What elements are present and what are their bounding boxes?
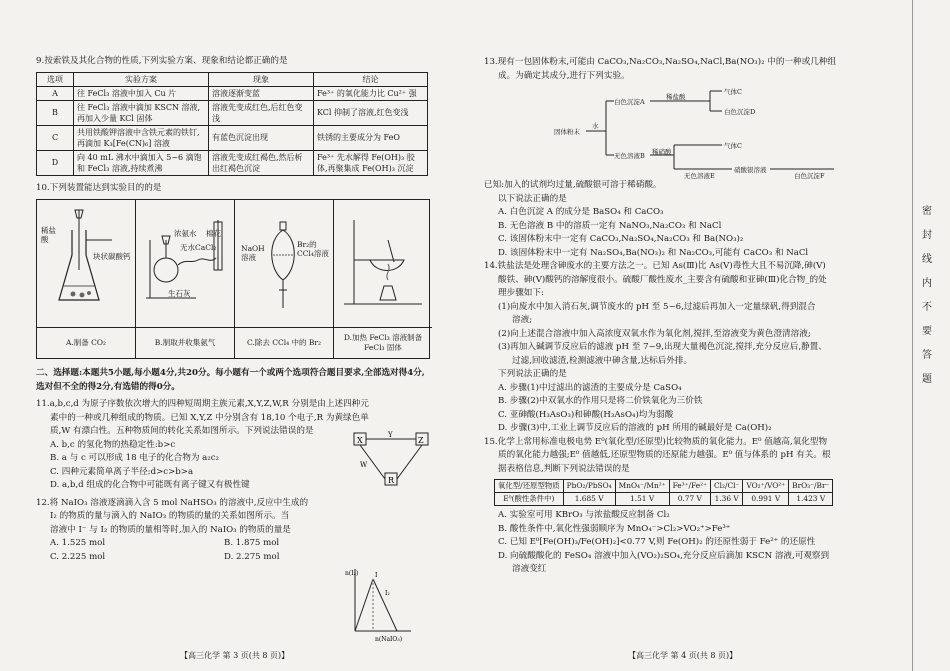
q12-option-d: D. 2.275 mol [224,551,280,562]
node-r: R [388,475,395,485]
q12-line: I₂ 的物质的量与滴入的 NaIO₃ 的物质的量的关系如图所示。当 [50,511,290,521]
q12-options-row2 [36,551,326,565]
caption-b: B.制取并收集氨气 [136,327,234,358]
q15-header: Cl₂/Cl⁻ [711,480,743,493]
q13-stem: 13.现有一包固体粉末,可能由 CaCO₃,Na₂CO₃,Na₂SO₄,NaCl,Ba(NO₃)₂ 中的一种或几种组 [484,57,837,67]
q9-cell: 有蓝色沉淀出现 [209,125,314,150]
edge-w: W [360,460,368,469]
q10-stem: 10.下列装置能达到实验目的的是 [36,182,162,193]
node-z: Z [418,435,424,445]
q15-value: 1.423 V [789,493,833,506]
q15-option-a: A. 实验室可用 KBrO₃ 与浓盐酸反应制备 Cl₂ [498,510,670,520]
flow-gas-a: 气体C [724,88,742,96]
q14-step: (1)向废水中加入消石灰,调节废水的 pH 至 5~6,过滤后再加入一定量绿矾,得到混合 [498,301,816,312]
q13-option-a: A. 白色沉淀 A 的成分是 BaSO₄ 和 CaCO₃ [498,207,664,217]
right-page [470,0,890,671]
caption-a: A.制备 CO₂ [37,327,135,358]
q15-value: 0.991 V [743,493,789,506]
left-page [0,0,465,671]
binding-char: 答 [922,350,932,361]
q9-cell: 往 FeCl₃ 溶液中加入 Cu 片 [74,86,209,100]
q9-cell: 共用铁酸钾溶液中含铁元素的铁钉,再滴加 K₃[Fe(CN)₆] 溶液 [74,125,209,150]
binding-char: 密 [922,206,932,217]
graph-xlabel: n(NaIO₃) [375,636,403,643]
q12-options-row1 [36,537,326,551]
q9-row [37,100,428,125]
q13-option-b: B. 无色溶液 B 中的溶质一定有 NaNO₃,Na₂CO₃ 和 NaCl [498,220,722,231]
q13-option-d: D. 该固体粉末中一定有 Na₂SO₄,Ba(NO₃)₂ 和 Na₂CO₃,可能有 CaCO₃ 和 NaCl [498,247,809,258]
binding-margin-text [918,200,936,392]
flow-sol-b: 无色溶液B [614,152,645,160]
q11-transform-diagram [348,427,438,497]
q14-option-c: C. 亚砷酸(H₃AsO₃)和砷酸(H₃AsO₄)均为弱酸 [498,409,674,420]
q15-value: 1.51 V [615,493,669,506]
q15-table [494,479,833,506]
q9-header: 结论 [314,72,428,86]
evaporation-drawing [334,200,432,326]
flow-sol-e: 无色溶液E [684,172,715,180]
flowchart-arrows [554,83,854,179]
nh3-apparatus-drawing [136,200,234,326]
left-footer: 【高三化学 第 3 页(共 8 页)】 [180,651,290,660]
co2-apparatus-drawing [37,200,135,326]
binding-char: 不 [922,302,932,313]
flow-agno3: 硝酸银溶液 [734,166,767,174]
q9-cell: A [37,86,74,100]
q9-header: 实验方案 [74,72,209,86]
q9-cell: Fe³⁺ 的氧化能力比 Cu²⁺ 强 [314,86,428,100]
q9-cell: C [37,125,74,150]
q15-value: 1.685 V [563,493,615,506]
q15-option-c: C. 已知 E⁰[Fe(OH)₃/Fe(OH)₂]<0.77 V,则 Fe(OH)₂ 的还原性弱于 Fe²⁺ 的还原性 [498,537,816,547]
q13-question: 以下说法正确的是 [498,193,567,204]
node-x: X [357,435,363,445]
q14-line: 酸铁、砷(Ⅴ)酸钙的溶解度很小。硫酸厂酸性废水_主要含有硫酸和亚砷(Ⅲ)化合物_的处 [498,274,827,285]
q9-stem: 9.按索铁及其化合物的性质,下列实验方案、现象和结论都正确的是 [36,56,288,66]
q12-option-c: C. 2.225 mol [50,551,106,562]
binding-char: 封 [922,230,932,241]
q15-header-row [495,480,833,493]
label-cacl2: 无水CaCl₂ [180,243,217,252]
q15-option-b: B. 酸性条件中,氧化性强弱顺序为 MnO₄⁻>Cl₂>VO₂⁺>Fe³⁺ [498,523,731,534]
q9-row [37,125,428,150]
caption-c: C.除去 CCl₄ 中的 Br₂ [235,327,333,358]
binding-char: 内 [922,278,932,289]
flow-gas-c: 气体C [724,142,742,150]
flow-nitric: 稀硝酸 [652,148,672,156]
q15-value: 1.36 V [711,493,743,506]
binding-char: 要 [922,326,932,337]
graph-ylabel: n(I₂) [345,570,359,577]
label-caco3-block: 块状碳酸钙 [93,252,131,261]
q9-cell: 溶液先变成红色,后红色变浅 [209,100,314,125]
q14-line: 理步骤如下: [498,288,544,298]
q9-cell: B [37,100,74,125]
q15-header: VO₂⁺/VO²⁺ [743,480,789,493]
q15-value: 0.77 V [669,493,710,506]
q15-option-d-cont: 溶液变红 [512,564,547,574]
q15-header: BrO₃⁻/Br⁻ [789,480,833,493]
graph-label-i: I [375,572,378,579]
q15-header: Fe³⁺/Fe²⁺ [669,480,710,493]
q12-line: 12.将 NaIO₃ 溶液逐滴滴入含 5 mol NaHSO₃ 的溶液中,反应中生成的 [36,497,309,508]
q14-option-a: A. 步骤(1)中过滤出的滤渣的主要成分是 CaSO₄ [498,382,682,393]
graph-label-i2: I₂ [385,590,390,597]
q14-step: (3)再加入碱调节反应后的滤液 pH 至 7~9,出现大量褐色沉淀,搅拌,充分反应后,静置、 [498,342,827,352]
q15-row-label: E⁰(酸性条件中) [495,493,564,506]
flow-hcl: 稀盐酸 [666,93,686,101]
q14-line: 14.铁盐法是处理含砷废水的主要方法之一。已知 As(Ⅲ)比 As(Ⅴ)毒性大且不易沉降,砷(Ⅴ) [484,261,826,271]
flow-ppt-a: 白色沉淀A [614,98,645,106]
q14-option-d: D. 步骤(3)中,工业上调节反应后的溶液的 pH 所用的碱最好是 Ca(OH)₂ [498,423,772,433]
q14-option-b: B. 步骤(2)中双氧水的作用只是将二价铁氧化为三价铁 [498,396,703,406]
q10-cell-c [235,200,334,358]
flow-ppt-f: 白色沉淀F [794,172,825,180]
q14-step: 过滤,回收滤渣,检测滤液中砷含量,达标后外排。 [512,355,693,366]
q11-option-b: B. a 与 c 可以形成 18 电子的化合物为 a₂c₂ [50,453,219,463]
label-quicklime: 生石灰 [168,289,191,298]
section-2-instructions: 二、选择题:本题共5小题,每小题4分,共20分。每小题有一个或两个选项符合题目要求,全部选对得4分,选对但不全的得2分,有选错的得0分。 [36,368,425,392]
separatory-funnel-drawing [235,200,333,326]
flow-ppt-d: 白色沉淀D [724,108,756,116]
flow-start: 固体粉末 [554,128,580,136]
q9-table [36,72,428,176]
q10-cell-b [136,200,235,358]
right-footer: 【高三化学 第 4 页(共 8 页)】 [628,651,738,660]
edge-y: Y [388,430,393,439]
label-naoh: NaOH溶液 [241,244,265,262]
label-dilute-hcl: 稀盐酸 [41,226,56,244]
q9-cell: 溶液先变成红褐色,然后析出红褐色沉淀 [209,150,314,175]
q15-line: 据表格信息,判断下列说法错误的是 [498,463,630,474]
q9-cell: KCl 抑制了溶液,红色变浅 [314,100,428,125]
label-br2-ccl4: Br₂的CCl₄溶液 [297,240,329,258]
q13-option-c: C. 该固体粉末中一定有 CaCO₃,Na₂SO₄,Na₂CO₃ 和 Ba(NO₃)₂ [498,234,744,244]
q13-note: 已知:加入的试剂均过量,硫酸银可溶于稀硝酸。 [484,180,662,190]
q11-line: 质,W 有漂白性。五种物质间的转化关系如图所示。下列说法错误的是 [50,426,314,436]
q11-option-a: A. b,c 的氢化物的热稳定性:b>c [50,439,176,450]
q15-line: 质的氧化能力越强;E⁰ 值越低,还原型物质的还原能力越强。E⁰ 值与体系的 pH 有关。根 [498,450,831,460]
flow-water: 水 [592,122,599,130]
q9-header: 现象 [209,72,314,86]
q10-cell-d [334,200,432,358]
binding-char: 线 [922,254,932,265]
label-conc-ammonia: 浓氨水 [174,229,197,238]
q9-header: 选项 [37,72,74,86]
binding-line [912,0,913,671]
q12-option-a: A. 1.525 mol [50,538,106,548]
q15-value-row [495,493,833,506]
q9-cell: 向 40 mL 沸水中滴加入 5~6 滴饱和 FeCl₃ 溶液,持续煮沸 [74,150,209,175]
binding-char: 题 [922,374,932,385]
q12-graph [345,565,415,643]
q11-line: 11.a,b,c,d 为原子序数依次增大的四种短周期主族元素,X,Y,Z,W,R 分别是由上述四种元 [36,399,369,409]
caption-d: D.加热 FeCl₃ 溶液制备 FeCl₃ 固体 [334,327,432,358]
q12-option-b: B. 1.875 mol [224,538,280,548]
q15-option-d: D. 向硫酸酸化的 FeSO₄ 溶液中加入(VO₂)₂SO₄,充分反应后滴加 KSCN 溶液,可观察到 [498,550,830,561]
q9-cell: Fe³⁺ 先水解得 Fe(OH)₃ 胶体,再聚集成 Fe(OH)₃ 沉淀 [314,150,428,175]
q14-step: 溶液; [512,315,533,325]
q9-row [37,86,428,100]
q13-stem: 成。为确定其成分,进行下列实验。 [498,70,630,81]
q9-header-row [37,72,428,86]
q9-row [37,150,428,175]
q10-apparatus-row [36,199,430,359]
q9-cell: 溶液逐渐变蓝 [209,86,314,100]
q15-header: MnO₄⁻/Mn²⁺ [615,480,669,493]
q15-header: 氧化型/还原型物质 [495,480,564,493]
q14-step: (2)向上述混合溶液中加入高浓度双氧水作为氧化剂,搅拌,至溶液变为黄色澄清溶液; [498,328,811,339]
q9-cell: 往 FeCl₃ 溶液中滴加 KSCN 溶液,再加入少量 KCl 固体 [74,100,209,125]
q11-line: 素中的一种或几种组成的物质。已知 X,Y,Z 中分别含有 18,10 个电子,R 为黄绿色单 [50,412,369,423]
q10-cell-a [37,200,136,358]
q11-option-c: C. 四种元素简单离子半径:d>c>b>a [50,466,194,477]
label-cotton: 棉花 [206,229,221,238]
q15-header: PbO₂/PbSO₄ [563,480,615,493]
q12-line: 溶液中 I⁻ 与 I₂ 的物质的量相等时,加入的 NaIO₃ 的物质的量是 [50,524,291,535]
q11-option-d: D. a,b,d 组成的化合物中可能既有离子键又有极性键 [50,480,250,490]
q9-cell: D [37,150,74,175]
q15-line: 15.化学上常用标准电极电势 E⁰(氧化型/还原型)比较物质的氧化能力。E⁰ 值越高,氧化型物 [484,436,828,447]
q14-question: 下列说法正确的是 [498,369,567,379]
q13-flowchart [554,83,854,179]
q9-cell: 铁锈的主要成分为 FeO [314,125,428,150]
